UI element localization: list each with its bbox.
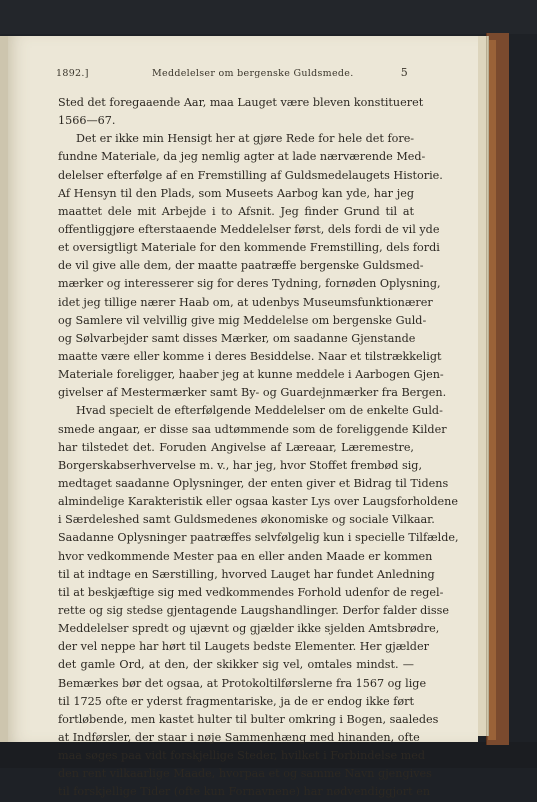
text-line: maa søges paa vidt forskjellige Steder, hvilket i Forbindelse med — [58, 749, 426, 763]
text-line: almindelige Karakteristik eller ogsaa kaster Lys over Laugsforholdene — [58, 495, 458, 509]
text-line: Meddelelser spredt og ujævnt og gjælder ikke sjelden Amtsbrødre, — [58, 622, 440, 636]
text-line: 1566—67. — [58, 114, 116, 128]
text-line: Materiale foreligger, haaber jeg at kunne meddele i Aarbogen Gjen- — [58, 368, 444, 382]
scanner-background-top — [0, 0, 537, 34]
text-line: Hvad specielt de efterfølgende Meddelelser om de enkelte Guld- — [76, 404, 443, 418]
text-line: Sted det foregaaende Aar, maa Lauget være bleven konstitueret — [58, 96, 424, 109]
text-line: fortløbende, men kastet hulter til bulter omkring i Bogen, saaledes — [58, 712, 439, 726]
header-running-title: Meddelelser om bergenske Guldsmede. — [152, 68, 354, 79]
text-line: delelser efterfølge af en Fremstilling af Guldsmedelaugets Historie. — [58, 168, 443, 182]
text-line: givelser af Mestermærker samt By- og Guardejnmærker fra Bergen. — [58, 386, 447, 400]
text-line: til 1725 ofte er yderst fragmentariske, ja de er endog ikke ført — [58, 694, 414, 708]
text-line: Borgerskabserhvervelse m. v., har jeg, hvor Stoffet frembød sig, — [58, 458, 423, 472]
text-line: mærker og interesserer sig for deres Tydning, fornøden Oplysning, — [58, 277, 441, 291]
page-number: 5 — [400, 66, 408, 79]
text-line: hvor vedkommende Mester paa en eller anden Maade er kommen — [58, 549, 433, 563]
body-text — [58, 94, 459, 801]
running-header — [56, 68, 408, 84]
text-line: Bemærkes bør det ogsaa, at Protokoltilførslerne fra 1567 og lige — [58, 676, 427, 690]
text-line: maattet dele mit Arbejde i to Afsnit. Jeg finder Grund til at — [58, 204, 414, 218]
text-line: Saadanne Oplysninger paatræffes selvfølgelig kun i specielle Tilfælde, — [58, 531, 459, 545]
text-line: den rent vilkaarlige Maade, hvorpaa et og samme Navn gjengives — [58, 767, 432, 781]
text-line: at Indførsler, der staar i nøje Sammenhæng med hinanden, ofte — [58, 730, 420, 744]
text-line: til forskjellige Tider (ofte kun Fornavnene) har nødvendiggjort en — [58, 785, 431, 799]
text-line: idet jeg tillige nærer Haab om, at udenbys Museumsfunktionærer — [58, 295, 433, 309]
text-line: og Samlere vil velvillig give mig Meddelelse om bergenske Guld- — [58, 313, 427, 327]
book-cover-inner — [488, 40, 496, 740]
text-line: et oversigtligt Materiale for den kommende Fremstilling, dels fordi — [58, 241, 440, 255]
text-line: der vel neppe har hørt til Laugets bedste Elementer. Her gjælder — [58, 640, 429, 654]
text-line: og Sølvarbejder samt disses Mærker, om saadanne Gjenstande — [58, 331, 416, 345]
text-line: Det er ikke min Hensigt her at gjøre Rede for hele det fore- — [76, 132, 415, 146]
text-line: maatte være eller komme i deres Besiddelse. Naar et tilstrækkeligt — [58, 349, 442, 363]
text-line: smede angaar, er disse saa udtømmende som de foreliggende Kilder — [58, 422, 447, 436]
text-line: det gamle Ord, at den, der skikker sig vel, omtales mindst. — — [58, 658, 414, 672]
text-line: til at beskjæftige sig med vedkommendes Forhold udenfor de regel- — [58, 585, 444, 599]
text-line: har tilstedet det. Foruden Angivelse af Læreaar, Læremestre, — [58, 440, 414, 454]
header-year: 1892.] — [56, 68, 89, 79]
text-line: til at indtage en Særstilling, hvorved Lauget har fundet Anledning — [58, 567, 435, 581]
text-line: offentliggjøre efterstaaende Meddelelser først, dels fordi de vil yde — [58, 222, 440, 236]
text-line: fundne Materiale, da jeg nemlig agter at lade nærværende Med- — [58, 150, 426, 164]
text-line: Af Hensyn til den Plads, som Museets Aarbog kan yde, har jeg — [58, 186, 414, 200]
text-line: de vil give alle dem, der maatte paatræffe bergenske Guldsmed- — [58, 259, 424, 273]
text-line: rette og sig stedse gjentagende Laugshandlinger. Derfor falder disse — [58, 603, 449, 617]
text-line: medtaget saadanne Oplysninger, der enten giver et Bidrag til Tidens — [58, 476, 449, 490]
text-line: i Særdeleshed samt Guldsmedenes økonomiske og sociale Vilkaar. — [58, 513, 435, 527]
